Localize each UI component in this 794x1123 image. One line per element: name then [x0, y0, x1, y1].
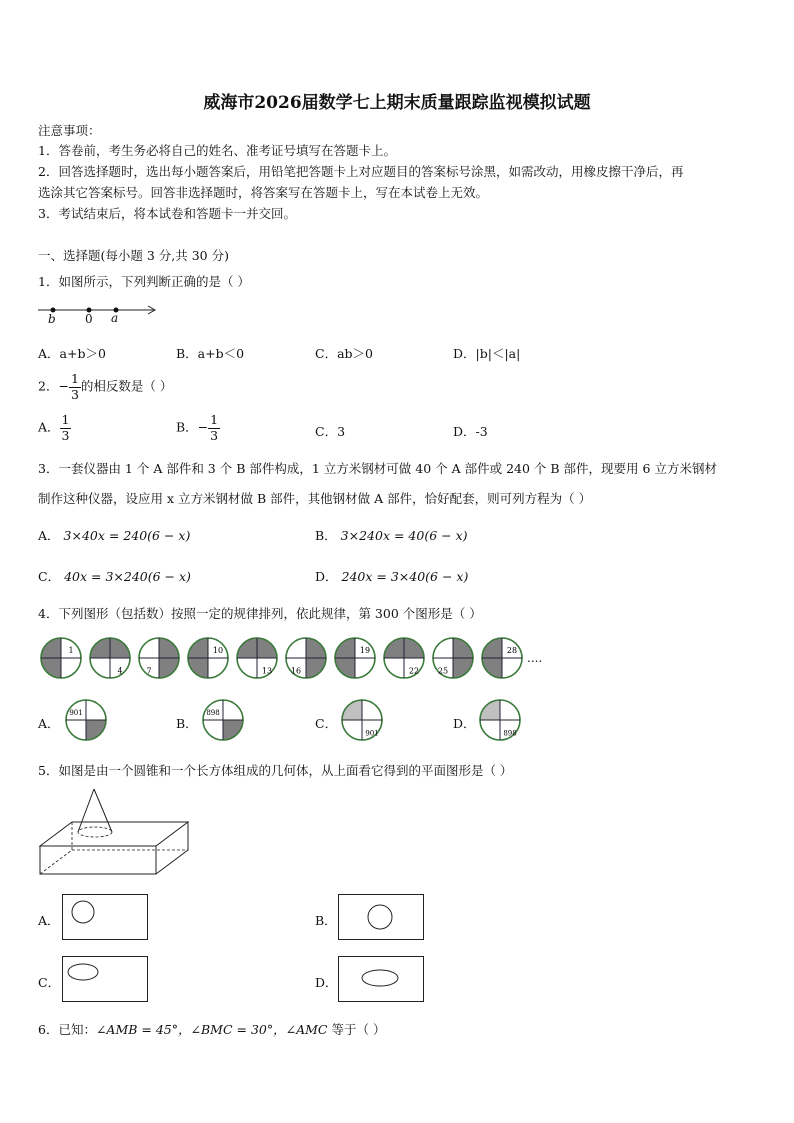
q5-option-c-label[interactable]: C． [38, 975, 61, 990]
question-3-line2: 制作这种仪器，设应用 x 立方米钢材做 B 部件，其他钢材做 A 部件，恰好配套，则可列方程为（ ） [38, 491, 592, 506]
q5-c-ellipse-shape [63, 957, 147, 1001]
quartered-circle [384, 638, 424, 678]
page-title: 威海市2026届数学七上期末质量跟踪监视模拟试题 [203, 93, 591, 113]
quartered-circle [188, 638, 228, 678]
q5-option-d-label[interactable]: D． [315, 975, 338, 990]
question-4-stem: 4．下列图形（包括数）按照一定的规律排列，依此规律，第 300 个图形是（ ） [38, 606, 482, 621]
question-1-stem: 1．如图所示，下列判断正确的是（ ） [38, 274, 250, 289]
q5-b-circle-shape [339, 895, 423, 939]
q5-option-c-figure[interactable] [62, 956, 148, 1002]
circle-number: 10 [212, 646, 224, 655]
note-item-2-cont: 选涂其它答案标号。回答非选择题时，将答案写在答题卡上，写在本试卷上无效。 [38, 185, 489, 200]
note-item-1: 1．答卷前，考生务必将自己的姓名、准考证号填写在答题卡上。 [38, 143, 396, 158]
q5-option-a-figure[interactable] [62, 894, 148, 940]
q2-option-b[interactable] [176, 413, 220, 443]
note-item-3: 3．考试结束后，将本试卷和答题卡一并交回。 [38, 206, 296, 221]
q2-sign: − [58, 378, 69, 394]
q1-option-a[interactable]: A．a+b＞0 [38, 346, 106, 361]
note-item-2: 2．回答选择题时，选出每小题答案后，用铅笔把答题卡上对应题目的答案标号涂黑，如需改动，用橡皮擦干净后，再 [38, 164, 684, 179]
q2-b-num: 1 [210, 412, 219, 427]
q3-option-a[interactable] [38, 526, 190, 544]
circle-number: 901 [69, 709, 83, 717]
quartered-circle [480, 700, 520, 740]
q4-option-b-label[interactable]: B． [176, 716, 198, 731]
q2-option-d[interactable]: D．-3 [453, 424, 488, 439]
q2-option-c[interactable]: C．3 [315, 424, 346, 439]
circle-number: 4 [117, 666, 123, 676]
circle-number: 898 [503, 729, 517, 738]
q2-number: 2． [38, 378, 59, 394]
circle-number: 28 [506, 646, 518, 655]
q2-option-b-sign: − [197, 419, 209, 435]
q4-option-b-figure[interactable] [201, 698, 247, 744]
q3-d-eq: 240x = 3×40(6 − x) [341, 569, 469, 584]
q3-c-label: C． [38, 569, 61, 584]
q4-option-c-label[interactable]: C． [315, 716, 338, 731]
q2-option-b-fraction [208, 413, 220, 443]
label-a: a [111, 311, 119, 325]
q4-option-a-figure[interactable] [64, 698, 110, 744]
q3-a-eq: 3×40x = 240(6 − x) [63, 528, 191, 543]
q2-option-b-label: B． [176, 419, 198, 435]
quartered-circle [66, 700, 106, 740]
quartered-circle [139, 638, 179, 678]
q2-option-a[interactable] [38, 413, 71, 443]
quartered-circle [286, 638, 326, 678]
q1-option-c[interactable]: C．ab＞0 [315, 346, 373, 361]
q2-option-a-label: A． [38, 419, 60, 435]
q1-option-d[interactable]: D．|b|＜|a| [453, 346, 521, 361]
q5-option-a-label[interactable]: A． [38, 913, 60, 928]
q4-sequence-figure [40, 636, 543, 682]
q2-tail: 的相反数是（ ） [80, 378, 173, 394]
section-heading: 一、选择题(每小题 3 分,共 30 分) [38, 248, 229, 263]
q2-a-den: 3 [61, 427, 70, 443]
question-5-stem: 5．如图是由一个圆锥和一个长方体组成的几何体，从上面看它得到的平面图形是（ ） [38, 763, 513, 778]
circle-number: 19 [359, 646, 371, 655]
q3-d-label: D． [315, 569, 338, 584]
q2-a-num: 1 [61, 412, 70, 427]
circle-number: 13 [261, 666, 273, 676]
question-3-line1: 3．一套仪器由 1 个 A 部件和 3 个 B 部件构成，1 立方米钢材可做 40 个 A 部件或 240 个 B 部件，现要用 6 立方米钢材 [38, 461, 717, 476]
q2-fraction [69, 372, 81, 402]
q4-option-d-label[interactable]: D． [453, 716, 476, 731]
q3-b-label: B． [315, 528, 337, 543]
circle-number: 1 [68, 646, 74, 655]
q4-option-a-label[interactable]: A． [38, 716, 60, 731]
circle-number: 7 [146, 666, 152, 676]
circle-number: 16 [290, 666, 302, 676]
circle-number: 901 [365, 729, 379, 738]
q6-expression: ∠AMB = 45°，∠BMC = 30°，∠AMC [95, 1022, 328, 1037]
circle-number: 25 [437, 666, 449, 676]
quartered-circle [41, 638, 81, 678]
q3-option-c[interactable] [38, 567, 191, 585]
q2-frac-num: 1 [70, 371, 79, 386]
label-0: 0 [85, 312, 93, 326]
q4-option-c-figure[interactable] [340, 698, 386, 744]
q3-a-label: A． [38, 528, 60, 543]
q3-b-eq: 3×240x = 40(6 − x) [340, 528, 468, 543]
label-b: b [48, 312, 56, 326]
quartered-circle [342, 700, 382, 740]
q2-option-a-fraction [60, 413, 72, 443]
q5-option-b-figure[interactable] [338, 894, 424, 940]
q3-option-d[interactable] [315, 567, 468, 585]
q2-b-den: 3 [210, 427, 219, 443]
q3-c-eq: 40x = 3×240(6 − x) [64, 569, 191, 584]
quartered-circle [433, 638, 473, 678]
circle-number: 22 [408, 666, 420, 676]
q6-suffix: 等于（ ） [331, 1022, 386, 1037]
quartered-circle [203, 700, 243, 740]
quartered-circle [482, 638, 522, 678]
circle-number: 898 [206, 709, 220, 717]
q4-option-d-figure[interactable] [478, 698, 524, 744]
q4-ellipsis: .... [527, 651, 543, 665]
question-2-stem [38, 372, 172, 402]
q2-frac-den: 3 [70, 386, 79, 402]
quartered-circle [90, 638, 130, 678]
quartered-circle [335, 638, 375, 678]
q6-prefix: 6．已知： [38, 1022, 96, 1037]
notes-heading: 注意事项： [38, 123, 101, 138]
q5-option-d-figure[interactable] [338, 956, 424, 1002]
cone-cuboid-figure [36, 788, 196, 880]
question-6-stem [38, 1020, 385, 1038]
q5-a-circle-shape [63, 895, 147, 939]
q5-option-b-label[interactable]: B． [315, 913, 337, 928]
quartered-circle [237, 638, 277, 678]
q3-option-b[interactable] [315, 526, 468, 544]
q5-d-ellipse-shape [339, 957, 423, 1001]
q1-option-b[interactable]: B．a+b＜0 [176, 346, 245, 361]
